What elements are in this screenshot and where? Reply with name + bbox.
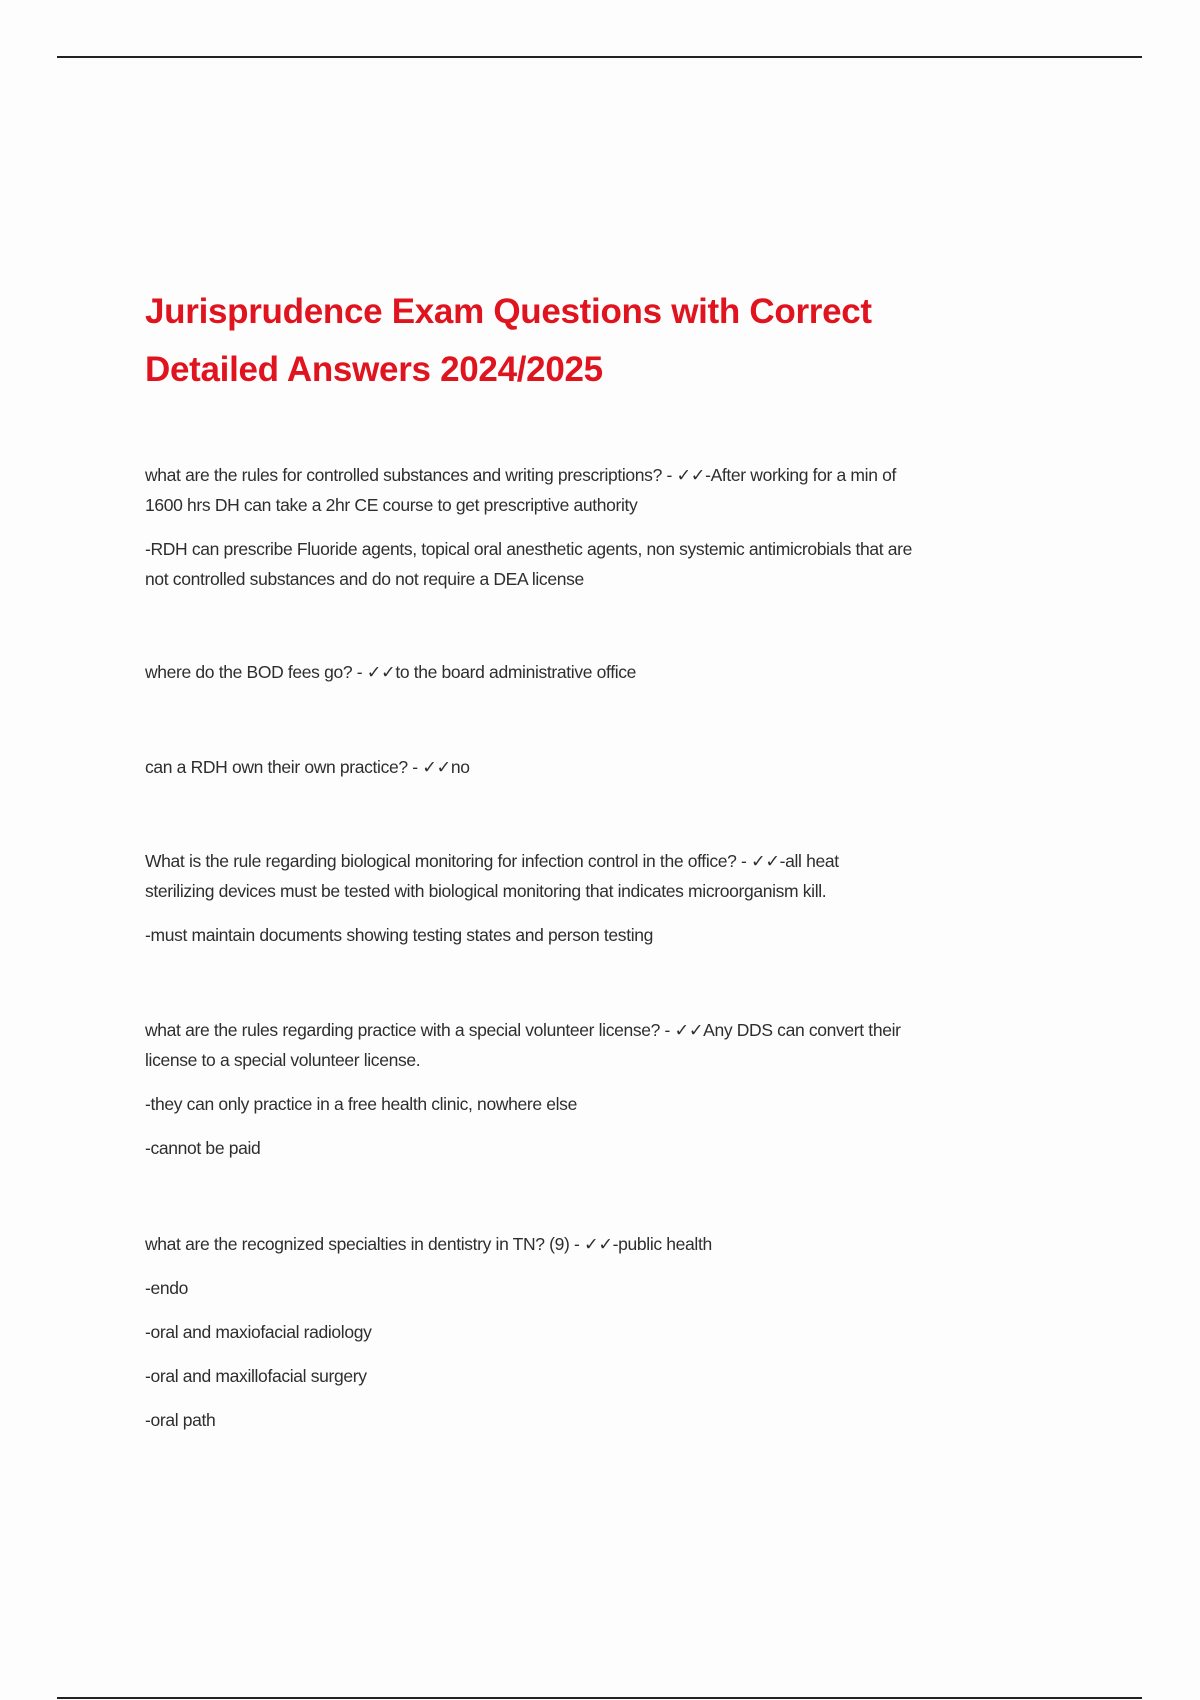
qa-line: sterilizing devices must be tested with biological monitoring that indicates microorganism kill. xyxy=(145,881,827,901)
qa-line: where do the BOD fees go? - ✓✓to the board administrative office xyxy=(145,662,637,682)
qa-item-recognized-specialties xyxy=(145,1229,1085,1435)
qa-paragraph xyxy=(145,1317,1085,1347)
qa-line: -endo xyxy=(145,1278,189,1298)
qa-line: can a RDH own their own practice? - ✓✓no xyxy=(145,757,470,777)
qa-paragraph xyxy=(145,846,1085,906)
qa-paragraph xyxy=(145,1273,1085,1303)
qa-line: what are the rules for controlled substances and writing prescriptions? - ✓✓-After working for a min of xyxy=(145,465,896,485)
qa-paragraph xyxy=(145,920,1085,950)
qa-line: not controlled substances and do not require a DEA license xyxy=(145,569,584,589)
qa-item-special-volunteer-license xyxy=(145,1015,1085,1163)
qa-line: -cannot be paid xyxy=(145,1138,261,1158)
qa-line: -oral path xyxy=(145,1410,216,1430)
qa-paragraph xyxy=(145,1089,1085,1119)
qa-line: -must maintain documents showing testing states and person testing xyxy=(145,925,654,945)
qa-line: what are the rules regarding practice with a special volunteer license? - ✓✓Any DDS can convert their xyxy=(145,1020,901,1040)
qa-paragraph xyxy=(145,1133,1085,1163)
qa-line: -oral and maxillofacial surgery xyxy=(145,1366,367,1386)
document-title xyxy=(145,283,1045,399)
qa-paragraph xyxy=(145,1015,1085,1075)
qa-item-rdh-own-practice xyxy=(145,752,1085,782)
qa-paragraph xyxy=(145,1361,1085,1391)
qa-line: -they can only practice in a free health clinic, nowhere else xyxy=(145,1094,577,1114)
title-line-2: Detailed Answers 2024/2025 xyxy=(145,350,603,389)
qa-line: -oral and maxiofacial radiology xyxy=(145,1322,372,1342)
qa-paragraph xyxy=(145,752,1085,782)
qa-item-biological-monitoring xyxy=(145,846,1085,950)
qa-line: -RDH can prescribe Fluoride agents, topical oral anesthetic agents, non systemic antimicrobials that are xyxy=(145,539,913,559)
qa-item-bod-fees xyxy=(145,657,1085,687)
qa-item-controlled-substances xyxy=(145,460,1085,594)
qa-paragraph xyxy=(145,1229,1085,1259)
qa-line: 1600 hrs DH can take a 2hr CE course to get prescriptive authority xyxy=(145,495,638,515)
qa-paragraph xyxy=(145,460,1085,520)
qa-line: license to a special volunteer license. xyxy=(145,1050,421,1070)
qa-line: what are the recognized specialties in dentistry in TN? (9) - ✓✓-public health xyxy=(145,1234,712,1254)
header-rule xyxy=(57,56,1142,58)
footer-rule xyxy=(57,1697,1142,1699)
qa-paragraph xyxy=(145,534,1085,594)
qa-paragraph xyxy=(145,657,1085,687)
qa-line: What is the rule regarding biological monitoring for infection control in the office? - ✓✓-all heat xyxy=(145,851,839,871)
title-line-1: Jurisprudence Exam Questions with Correct xyxy=(145,292,872,331)
qa-paragraph xyxy=(145,1405,1085,1435)
